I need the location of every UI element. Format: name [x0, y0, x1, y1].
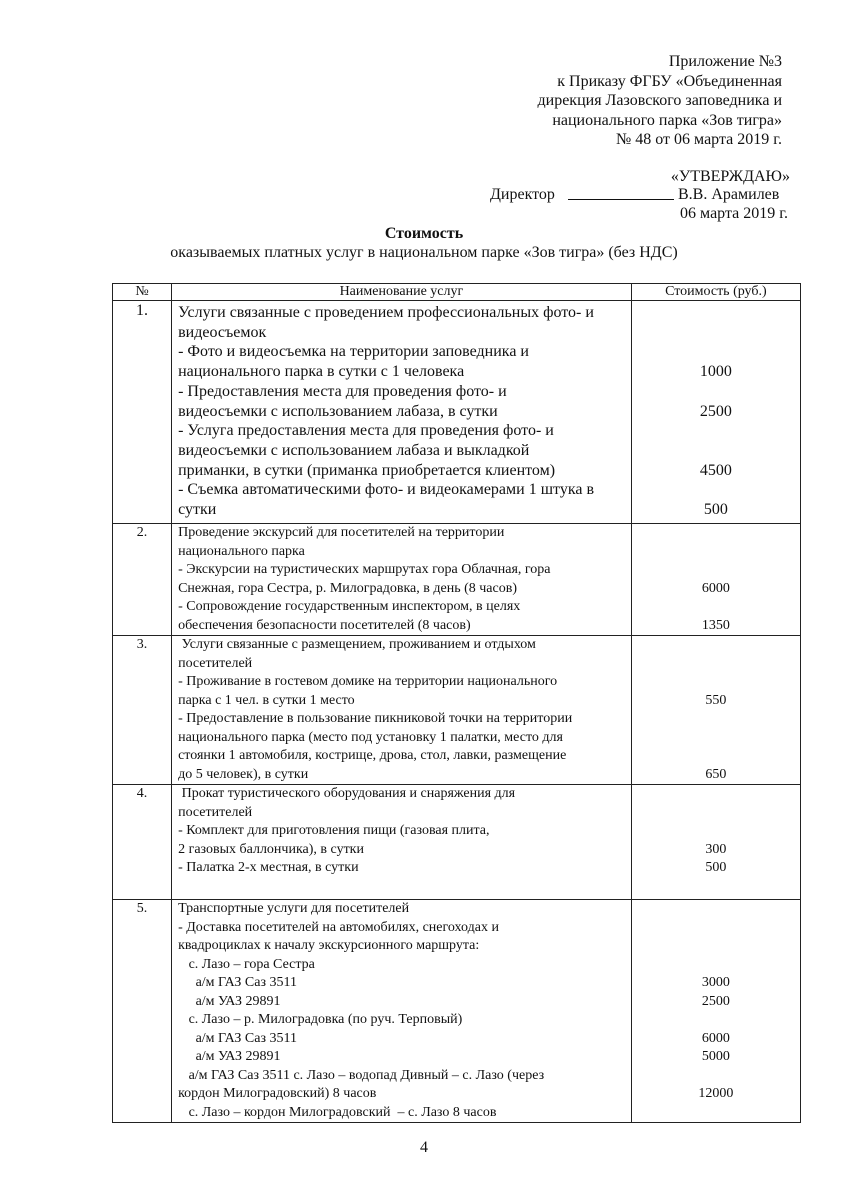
service-line: национального парка в сутки с 1 человека	[178, 363, 465, 381]
cost-value	[632, 303, 800, 323]
cost-value	[632, 561, 800, 580]
service-line: национального парка (место под установку 1 палатки, место для	[178, 729, 563, 745]
cost-value	[632, 441, 800, 461]
cost-value	[632, 636, 800, 655]
service-line: Проведение экскурсий для посетителей на территории	[178, 525, 505, 540]
cost-value	[632, 900, 800, 919]
cost-value	[632, 1104, 800, 1123]
cost-value	[632, 785, 800, 804]
service-line: а/м УАЗ 29891	[178, 993, 281, 1009]
table-row	[113, 785, 801, 900]
cost-value: 1350	[701, 617, 730, 633]
row-number: 2.	[113, 524, 172, 636]
cost-value	[632, 421, 800, 441]
service-description	[172, 524, 632, 636]
service-costs	[631, 301, 800, 524]
cost-value	[632, 342, 800, 362]
service-line: видеосъемок	[178, 323, 267, 341]
cost-value: 12000	[698, 1086, 734, 1101]
service-line: с. Лазо – кордон Милоградовский – с. Лазо 8 часов	[178, 1104, 497, 1120]
cost-value: 5000	[701, 1049, 730, 1064]
cost-value: 2500	[699, 402, 732, 420]
cost-value	[632, 937, 800, 956]
header-service: Наименование услуг	[172, 284, 632, 301]
service-line: - Палатка 2-х местная, в сутки	[178, 860, 359, 875]
service-line: - Экскурсии на туристических маршрутах гора Облачная, гора	[178, 562, 551, 577]
cost-value	[632, 822, 800, 841]
service-line: - Услуга предоставления места для проведения фото- и	[178, 422, 554, 440]
service-description	[172, 785, 632, 900]
service-line	[178, 878, 631, 897]
service-line: стоянки 1 автомобиля, кострище, дрова, стол, лавки, размещение	[178, 748, 567, 763]
service-line: с. Лазо – гора Сестра	[178, 956, 315, 972]
page-number: 4	[420, 1139, 428, 1156]
service-line: - Фото и видеосъемка на территории заповедника и	[178, 343, 529, 361]
appendix-line: национального парка «Зов тигра»	[552, 111, 782, 129]
service-line: - Съемка автоматическими фото- и видеокамерами 1 штука в	[178, 481, 594, 499]
appendix-line: № 48 от 06 марта 2019 г.	[616, 131, 782, 148]
service-line: квадроциклах к началу экскурсионного маршрута:	[178, 938, 480, 953]
approval-heading: «УТВЕРЖДАЮ»	[670, 168, 790, 185]
table-body	[113, 301, 801, 1123]
cost-value: 500	[703, 501, 728, 519]
service-line: - Проживание в гостевом домике на территории национального	[178, 674, 558, 689]
table-row	[113, 900, 801, 1123]
service-line: Снежная, гора Сестра, р. Милоградовка, в день (8 часов)	[178, 580, 517, 596]
cost-value	[632, 1067, 800, 1086]
director-signature-line	[440, 186, 790, 205]
service-description	[172, 900, 632, 1123]
price-table	[112, 283, 801, 1123]
signature-underline	[568, 199, 674, 200]
cost-value: 650	[705, 766, 727, 782]
appendix-header	[362, 52, 782, 150]
service-line: Услуги связанные с размещением, проживанием и отдыхом	[178, 637, 536, 652]
cost-value	[632, 729, 800, 748]
cost-value	[632, 1011, 800, 1030]
service-line: - Предоставления места для проведения фото- и	[178, 382, 507, 400]
header-cost: Стоимость (руб.)	[631, 284, 800, 301]
service-line: с. Лазо – р. Милоградовка (по руч. Терповый)	[178, 1012, 463, 1027]
approval-block	[440, 168, 790, 223]
service-description	[172, 636, 632, 785]
service-line: кордон Милоградовский) 8 часов	[178, 1086, 377, 1101]
service-line: посетителей	[178, 804, 253, 820]
table-row	[113, 636, 801, 785]
cost-value: 6000	[701, 580, 730, 596]
cost-value: 2500	[701, 993, 730, 1009]
cost-value: 6000	[701, 1030, 730, 1046]
cost-value: 300	[705, 841, 727, 857]
service-line: а/м ГАЗ Саз 3511	[178, 975, 297, 990]
service-line: 2 газовых баллончика), в сутки	[178, 841, 364, 857]
table-row	[113, 524, 801, 636]
service-costs	[631, 900, 800, 1123]
cost-value	[632, 480, 800, 500]
service-line: приманки, в сутки (приманка приобретается клиентом)	[178, 461, 556, 479]
cost-value	[632, 323, 800, 343]
cost-value	[632, 956, 800, 975]
cost-value	[632, 747, 800, 766]
document-subtitle: оказываемых платных услуг в национальном парке «Зов тигра» (без НДС)	[170, 244, 678, 261]
cost-value	[632, 673, 800, 692]
cost-value	[632, 543, 800, 562]
service-line: Услуги связанные с проведением профессиональных фото- и	[178, 304, 594, 321]
director-name: В.В. Арамилев	[678, 186, 780, 203]
service-line: а/м ГАЗ Саз 3511	[178, 1030, 297, 1046]
document-title: Стоимость	[384, 225, 464, 242]
service-line: - Сопровождение государственным инспектором, в целях	[178, 599, 521, 614]
service-line: а/м ГАЗ Саз 3511 с. Лазо – водопад Дивный – с. Лазо (через	[178, 1067, 545, 1083]
cost-value	[632, 524, 800, 543]
cost-value	[632, 382, 800, 402]
service-line: - Предоставление в пользование пикниковой точки на территории	[178, 711, 573, 726]
cost-value	[632, 919, 800, 938]
header-number: №	[113, 284, 172, 301]
cost-value: 3000	[701, 975, 730, 990]
table-header-row	[113, 284, 801, 301]
service-line: Транспортные услуги для посетителей	[178, 901, 410, 916]
cost-value	[632, 655, 800, 674]
service-line: национального парка	[178, 543, 305, 559]
service-line: посетителей	[178, 655, 253, 671]
row-number: 3.	[113, 636, 172, 785]
service-description	[172, 301, 632, 524]
service-costs	[631, 785, 800, 900]
service-line: а/м УАЗ 29891	[178, 1049, 281, 1064]
cost-value: 4500	[699, 461, 732, 479]
cost-value: 550	[705, 692, 727, 708]
cost-value	[632, 710, 800, 729]
cost-value: 500	[705, 860, 727, 875]
row-number: 1.	[113, 301, 172, 524]
service-line: - Комплект для приготовления пищи (газовая плита,	[178, 823, 490, 838]
cost-value	[632, 878, 800, 897]
service-line: до 5 человек), в сутки	[178, 766, 309, 782]
director-label: Директор	[490, 186, 555, 203]
approval-date: 06 марта 2019 г.	[680, 205, 788, 222]
appendix-line: к Приказу ФГБУ «Объединенная	[557, 72, 782, 90]
service-costs	[631, 636, 800, 785]
service-line: сутки	[178, 501, 217, 519]
service-line: - Доставка посетителей на автомобилях, снегоходах и	[178, 919, 499, 935]
service-line: Прокат туристического оборудования и снаряжения для	[178, 786, 516, 801]
appendix-line: дирекция Лазовского заповедника и	[537, 92, 782, 109]
table-row	[113, 301, 801, 524]
service-costs	[631, 524, 800, 636]
cost-value	[632, 598, 800, 617]
row-number: 5.	[113, 900, 172, 1123]
row-number: 4.	[113, 785, 172, 900]
service-line: видеосъемки с использованием лабаза и выкладкой	[178, 441, 530, 459]
cost-value	[632, 804, 800, 823]
appendix-line: Приложение №3	[668, 53, 782, 70]
cost-value: 1000	[699, 363, 732, 381]
service-line: обеспечения безопасности посетителей (8 часов)	[178, 617, 471, 633]
service-line: парка с 1 чел. в сутки 1 место	[178, 692, 355, 708]
service-line: видеосъемки с использованием лабаза, в сутки	[178, 402, 498, 420]
